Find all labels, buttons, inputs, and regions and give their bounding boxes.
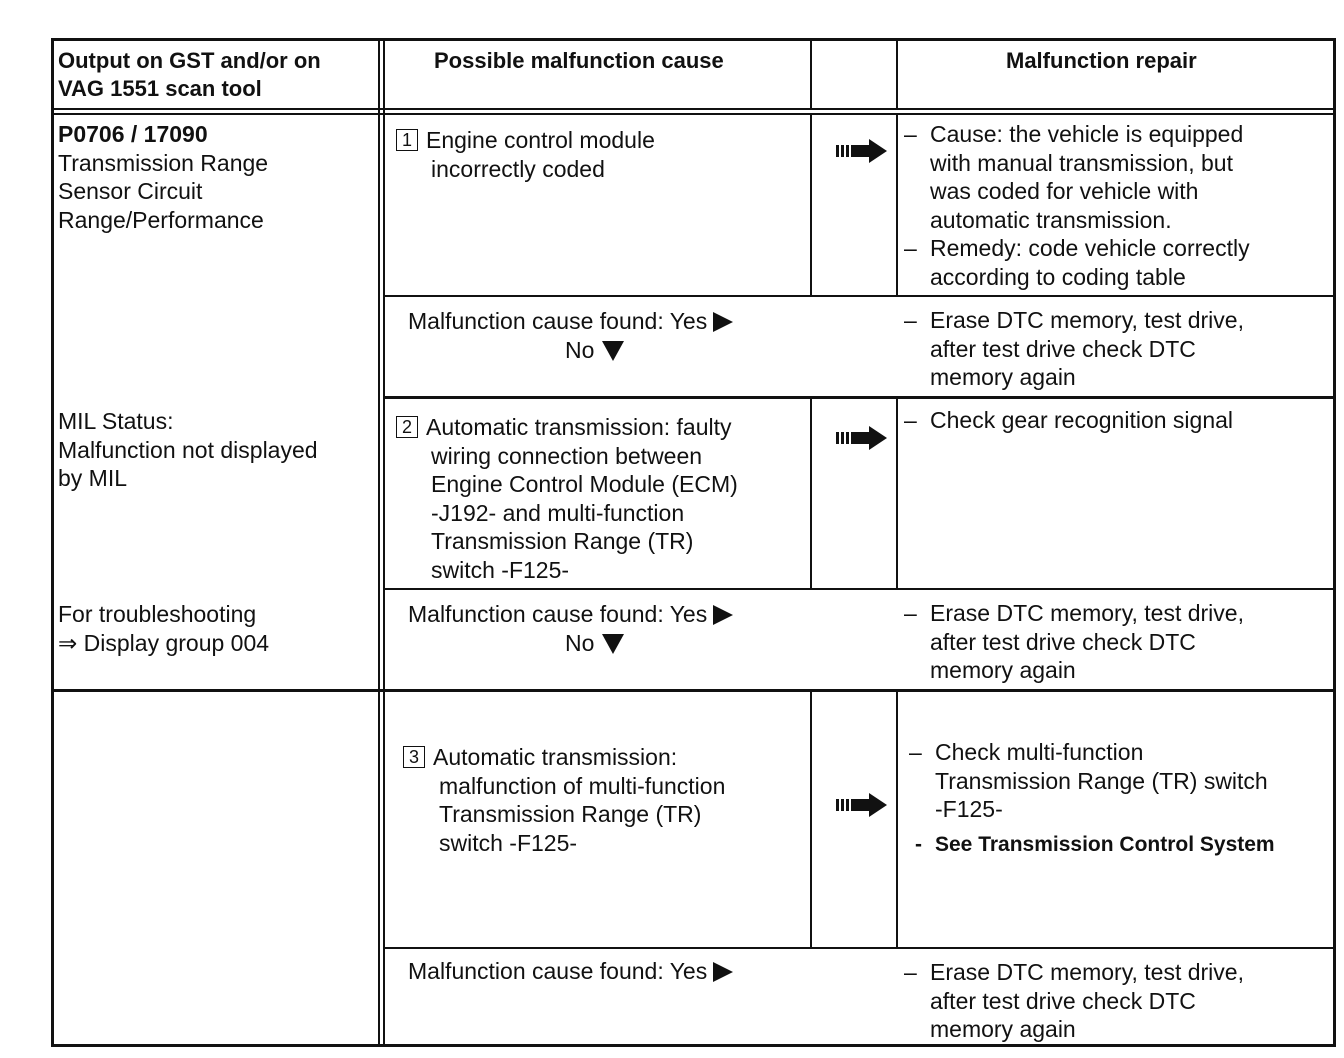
- row-divider-1: [383, 295, 1336, 297]
- right-border: [1333, 38, 1336, 1047]
- col-divider-3-header: [896, 38, 898, 110]
- found-no: [408, 336, 733, 365]
- cause-3: [403, 743, 725, 857]
- found-2: [408, 600, 733, 657]
- cause-2-line: Transmission Range (TR): [431, 528, 694, 554]
- col-divider-3-row3: [896, 692, 898, 949]
- arrow-right-icon: [836, 426, 888, 450]
- step-number-3: 3: [403, 746, 425, 768]
- dash: –: [909, 739, 922, 765]
- cause-2-line: [396, 413, 738, 442]
- repair-text: Check gear recognition signal: [930, 407, 1234, 433]
- bottom-border: [51, 1044, 1336, 1047]
- repair-3-line: [909, 831, 1275, 860]
- found-yes: [408, 600, 733, 629]
- troubleshooting-link[interactable]: ⇒ Display group 004: [58, 629, 270, 656]
- col-divider-2-row3: [810, 692, 812, 949]
- found-repair-3: [904, 958, 1244, 1044]
- dash: –: [904, 959, 917, 985]
- found-1: [408, 307, 733, 364]
- found-3: [408, 957, 733, 986]
- col-divider-1a: [378, 38, 380, 1047]
- repair-text: Remedy: code vehicle correctly: [930, 235, 1250, 261]
- header-col1-line2: VAG 1551 scan tool: [58, 76, 262, 101]
- repair-3-line: Transmission Range (TR) switch: [935, 767, 1268, 794]
- cause-1: [396, 126, 655, 183]
- repair-1-line: [904, 234, 1250, 263]
- found-repair-line: after test drive check DTC: [930, 335, 1196, 362]
- cause-2-line: switch -F125-: [431, 556, 570, 583]
- found-repair-line: memory again: [930, 657, 1076, 683]
- repair-3-line: [909, 738, 1275, 767]
- cause-2-line: Engine Control Module (ECM): [431, 471, 738, 497]
- arrow-right-icon: [836, 139, 888, 163]
- found-yes: [408, 307, 733, 336]
- mil-line: by MIL: [58, 465, 128, 491]
- repair-text: Cause: the vehicle is equipped: [930, 121, 1244, 147]
- dtc-desc-line: Range/Performance: [58, 206, 264, 233]
- cause-1-line: [396, 126, 655, 155]
- repair-1-line: according to coding table: [930, 263, 1186, 290]
- dtc-desc-line: Sensor Circuit: [58, 178, 203, 204]
- found-no: [408, 629, 733, 658]
- found-text: Malfunction cause found: Yes: [408, 601, 708, 627]
- dtc-desc-line: Transmission Range: [58, 149, 269, 176]
- found-repair-2: [904, 599, 1244, 685]
- found-text: Malfunction cause found: Yes: [408, 308, 708, 334]
- repair-text: Check multi-function: [935, 739, 1144, 765]
- triangle-right-icon: [713, 605, 733, 625]
- repair-1-line: with manual transmission, but: [930, 149, 1233, 176]
- triangle-down-icon: [602, 634, 624, 654]
- repair-1-line: was coded for vehicle with: [930, 178, 1199, 204]
- row-divider-3: [383, 588, 1336, 590]
- mil-line: MIL Status:: [58, 408, 174, 434]
- dtc-block: [58, 120, 268, 234]
- repair-3: [909, 738, 1275, 859]
- left-border: [51, 38, 54, 1047]
- col-divider-3-row1: [896, 115, 898, 297]
- header-divider-a: [51, 108, 1336, 110]
- dash: –: [904, 235, 917, 261]
- repair-2: [904, 406, 1233, 435]
- cause-text: Engine control module: [426, 127, 655, 153]
- cause-3-line: [403, 743, 725, 772]
- troubleshooting-block: [58, 600, 269, 657]
- found-repair-line: [904, 306, 1244, 335]
- found-repair-1: [904, 306, 1244, 392]
- found-repair-line: memory again: [930, 364, 1076, 390]
- cause-2: [396, 413, 738, 584]
- triangle-down-icon: [602, 341, 624, 361]
- see-transmission-link[interactable]: See Transmission Control System: [935, 832, 1275, 856]
- cause-1-line: incorrectly coded: [431, 155, 605, 182]
- triangle-right-icon: [713, 962, 733, 982]
- row-divider-2: [383, 396, 1336, 399]
- col-divider-3-row2: [896, 398, 898, 589]
- repair-text: Erase DTC memory, test drive,: [930, 307, 1244, 333]
- found-repair-line: after test drive check DTC: [930, 987, 1196, 1014]
- dash: –: [904, 307, 917, 333]
- no-text: No: [565, 629, 595, 656]
- found-repair-line: [904, 958, 1244, 987]
- cause-2-line: wiring connection between: [431, 442, 703, 469]
- col-divider-1b: [383, 38, 385, 1047]
- found-repair-line: [904, 599, 1244, 628]
- found-yes: [408, 957, 733, 986]
- found-repair-line: after test drive check DTC: [930, 628, 1196, 655]
- dash: -: [915, 832, 922, 856]
- header-col2: Possible malfunction cause: [434, 48, 724, 73]
- dash: –: [904, 407, 917, 433]
- dash: –: [904, 121, 917, 147]
- dtc-code: P0706 / 17090: [58, 121, 208, 147]
- repair-1-line: automatic transmission.: [930, 206, 1172, 233]
- header-divider-b: [51, 113, 1336, 115]
- col-divider-2-row2: [810, 398, 812, 589]
- dash: –: [904, 600, 917, 626]
- cause-2-line: -J192- and multi-function: [431, 499, 685, 526]
- step-number-1: 1: [396, 129, 418, 151]
- col-divider-2-header: [810, 38, 812, 110]
- repair-3-line: -F125-: [935, 796, 1003, 822]
- triangle-right-icon: [713, 312, 733, 332]
- repair-1-line: [904, 120, 1250, 149]
- troubleshooting-line: For troubleshooting: [58, 601, 257, 627]
- arrow-right-icon: [836, 793, 888, 817]
- header-col1: [58, 47, 321, 103]
- step-number-2: 2: [396, 416, 418, 438]
- cause-3-line: switch -F125-: [439, 829, 578, 856]
- repair-text: Erase DTC memory, test drive,: [930, 959, 1244, 985]
- cause-text: Automatic transmission:: [433, 744, 678, 770]
- header-col4: Malfunction repair: [1006, 48, 1197, 73]
- found-text: Malfunction cause found: Yes: [408, 958, 708, 984]
- mil-status-block: [58, 407, 318, 493]
- repair-text: Erase DTC memory, test drive,: [930, 600, 1244, 626]
- col-divider-2-row1: [810, 115, 812, 297]
- no-text: No: [565, 336, 595, 363]
- header-col1-line1: Output on GST and/or on: [58, 48, 321, 73]
- row-divider-5: [383, 947, 1336, 949]
- mil-line: Malfunction not displayed: [58, 436, 318, 463]
- cause-3-line: Transmission Range (TR): [439, 801, 702, 827]
- cause-3-line: malfunction of multi-function: [439, 772, 726, 799]
- repair-2-line: [904, 406, 1233, 435]
- repair-1: [904, 120, 1250, 291]
- top-border: [51, 38, 1336, 41]
- found-repair-line: memory again: [930, 1016, 1076, 1042]
- cause-text: Automatic transmission: faulty: [426, 414, 732, 440]
- row-divider-4: [51, 689, 1336, 692]
